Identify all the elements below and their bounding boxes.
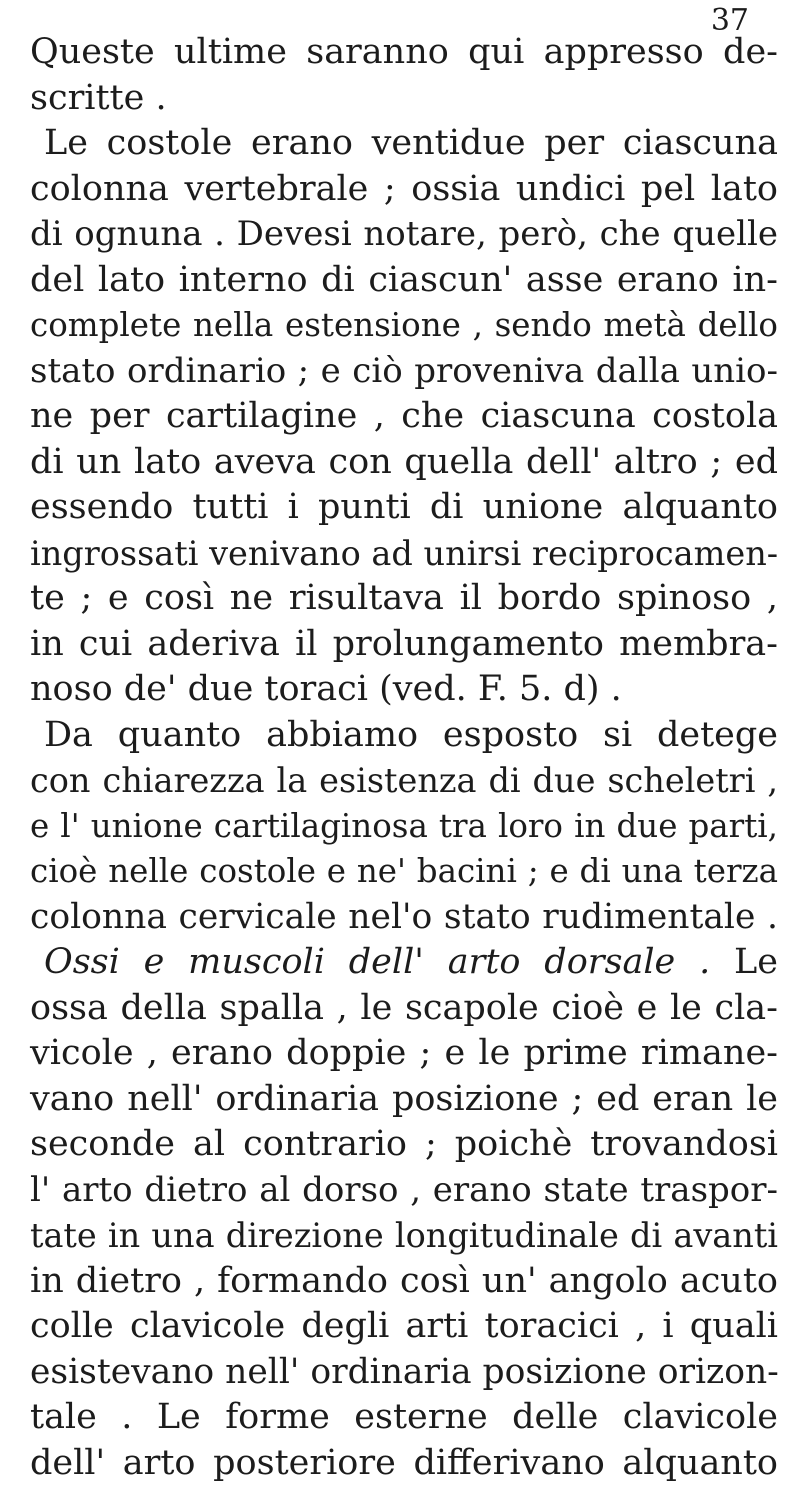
text-line: di ognuna . Devesi notare, però, che quelle <box>30 212 778 258</box>
text-line: te ; e così ne risultava il bordo spinoso , <box>30 576 778 622</box>
section-heading: Ossi e muscoli dell' arto dorsale . <box>44 942 710 982</box>
text-line: l' arto dietro al dorso , erano state traspor- <box>30 1168 778 1214</box>
text-line: con chiarezza la esistenza di due scheletri , <box>30 758 778 804</box>
text-line: noso de' due toraci (ved. F. 5. d) . <box>30 667 778 713</box>
page-number: 37 <box>711 6 749 36</box>
text-line: scritte . <box>30 76 778 122</box>
text-line: complete nella estensione , sendo metà dello <box>30 303 778 349</box>
text-line: vicole , erano doppie ; e le prime rimane- <box>30 1031 778 1077</box>
text-line: seconde al contrario ; poichè trovandosi <box>30 1122 778 1168</box>
text-line: e l' unione cartilaginosa tra loro in due parti, <box>30 804 778 850</box>
text-line: tale . Le forme esterne delle clavicole <box>30 1395 778 1441</box>
text-line: Queste ultime saranno qui appresso de- <box>30 30 778 76</box>
text-line: Da quanto abbiamo esposto si detege <box>30 713 778 759</box>
text-line: stato ordinario ; e ciò proveniva dalla unio- <box>30 349 778 395</box>
text-line: ne per cartilagine , che ciascuna costola <box>30 394 778 440</box>
text-line: vano nell' ordinaria posizione ; ed eran le <box>30 1077 778 1123</box>
text-line: tate in una direzione longitudinale di avanti <box>30 1213 778 1259</box>
text-line: ossa della spalla , le scapole cioè e le cla- <box>30 986 778 1032</box>
text-line: cioè nelle costole e ne' bacini ; e di una terza <box>30 849 778 895</box>
text-line: esistevano nell' ordinaria posizione orizon- <box>30 1350 778 1396</box>
text-line: colonna cervicale nel'o stato rudimentale . <box>30 895 778 941</box>
text-line: Le costole erano ventidue per ciascuna <box>30 121 778 167</box>
text-line: in cui aderiva il prolungamento membra- <box>30 622 778 668</box>
section-heading-continuation: Le <box>710 942 778 982</box>
text-line: di un lato aveva con quella dell' altro ; ed <box>30 440 778 486</box>
text-line: ingrossati venivano ad unirsi reciprocamen- <box>30 531 778 577</box>
text-line: in dietro , formando così un' angolo acuto <box>30 1259 778 1305</box>
text-line: colle clavicole degli arti toracici , i quali <box>30 1304 778 1350</box>
text-line: essendo tutti i punti di unione alquanto <box>30 485 778 531</box>
text-line: dell' arto posteriore differivano alquanto <box>30 1441 778 1486</box>
text-line: colonna vertebrale ; ossia undici pel lato <box>30 167 778 213</box>
body-text <box>30 30 778 1486</box>
text-line: del lato interno di ciascun' asse erano in- <box>30 258 778 304</box>
section-heading-line <box>30 940 778 986</box>
